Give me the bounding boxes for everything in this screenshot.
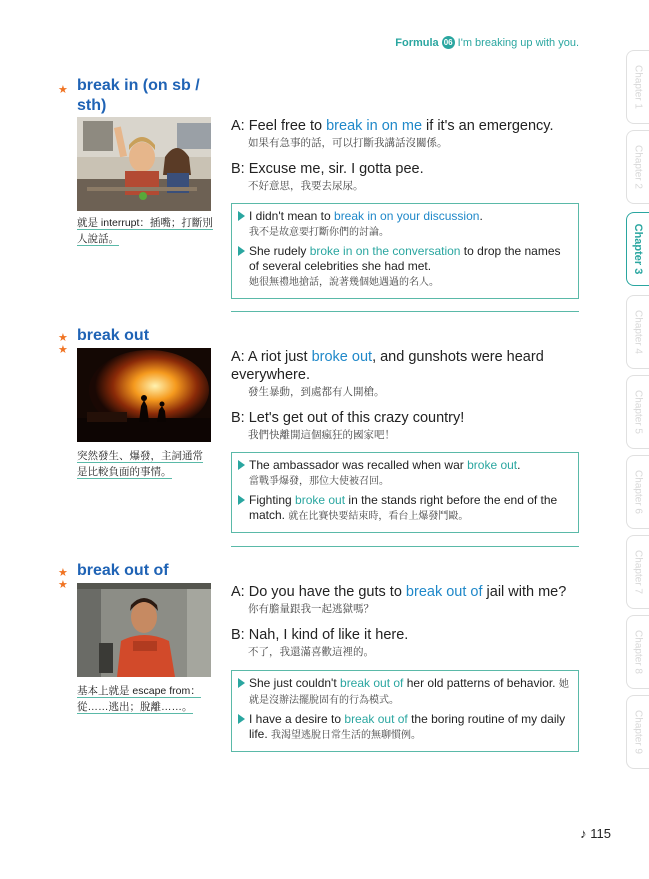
tab-chapter-5[interactable]: Chapter 5 <box>626 375 649 449</box>
bullet-triangle-icon <box>238 714 245 724</box>
entry-title: break out <box>77 327 150 344</box>
usage-note: 基本上就是 escape from：從……逃出；脫離……。 <box>77 685 201 713</box>
bullet-triangle-icon <box>238 246 245 256</box>
formula-number-badge: 06 <box>442 36 455 49</box>
tab-chapter-6[interactable]: Chapter 6 <box>626 455 649 529</box>
tab-chapter-1[interactable]: Chapter 1 <box>626 50 649 124</box>
formula-label: Formula <box>395 37 439 49</box>
example-sentence: The ambassador was recalled when war broke out. 當戰爭爆發，那位大使被召回。 <box>232 458 578 489</box>
star-rating: ★ ★ <box>58 332 68 356</box>
example-box <box>231 670 579 752</box>
dialogue-line-b: B: Excuse me, sir. I gotta pee. <box>231 161 424 177</box>
star-rating: ★ <box>58 84 68 96</box>
dialogue-translation-a: 你有膽量跟我一起逃獄嗎？ <box>248 603 374 615</box>
bullet-triangle-icon <box>238 211 245 221</box>
example-box <box>231 452 579 533</box>
example-sentence: She just couldn't break out of her old patterns of behavior. 她就是沒辦法擺脫固有的行為模式。 <box>232 676 578 708</box>
tab-chapter-8[interactable]: Chapter 8 <box>626 615 649 689</box>
bullet-triangle-icon <box>238 678 245 688</box>
dialogue <box>231 583 581 660</box>
music-note-icon: ♪ <box>580 826 587 841</box>
example-sentence: I didn't mean to break in on your discussion. 我不是故意要打斷你們的討論。 <box>232 209 578 240</box>
bullet-triangle-icon <box>238 495 245 505</box>
example-box <box>231 203 579 299</box>
dialogue-translation-a: 發生暴動，到處都有人開槍。 <box>248 386 385 398</box>
dialogue-line-a: A: Feel free to break in on me if it's an emergency. <box>231 118 554 134</box>
star-rating: ★ ★ <box>58 567 68 591</box>
tab-chapter-3[interactable]: Chapter 3 <box>626 212 649 286</box>
entry-title: break in (on sb / sth) <box>77 77 200 114</box>
section-divider <box>231 546 579 547</box>
dialogue-line-b: B: Nah, I kind of like it here. <box>231 627 409 643</box>
page-number: ♪ 115 <box>580 826 611 841</box>
photo-riot-fire <box>77 348 211 442</box>
dialogue-line-a: A: Do you have the guts to break out of jail with me? <box>231 584 567 600</box>
tab-chapter-7[interactable]: Chapter 7 <box>626 535 649 609</box>
example-sentence: I have a desire to break out of the boring routine of my daily life. 我渴望逃脫日常生活的無聊慣例。 <box>232 712 578 743</box>
dialogue-translation-a: 如果有急事的話，可以打斷我講話沒關係。 <box>248 137 448 149</box>
tab-chapter-9[interactable]: Chapter 9 <box>626 695 649 769</box>
photo-classroom <box>77 117 211 211</box>
dialogue-line-b: B: Let's get out of this crazy country! <box>231 410 465 426</box>
tab-chapter-2[interactable]: Chapter 2 <box>626 130 649 204</box>
dialogue <box>231 348 581 443</box>
usage-note: 突然發生、爆發，主詞通常是比較負面的事情。 <box>77 450 203 478</box>
photo-man-shushing <box>77 583 211 677</box>
dialogue-line-a: A: A riot just broke out, and gunshots were heard everywhere. <box>231 349 544 383</box>
tab-chapter-4[interactable]: Chapter 4 <box>626 295 649 369</box>
usage-note: 就是 interrupt：插嘴；打斷別人說話。 <box>77 217 213 245</box>
dialogue-translation-b: 不了，我還滿喜歡這裡的。 <box>248 646 374 658</box>
dialogue <box>231 117 581 194</box>
section-divider <box>231 311 579 312</box>
entry-title: break out of <box>77 562 169 579</box>
running-header <box>395 36 579 49</box>
dialogue-translation-b: 不好意思，我要去尿尿。 <box>248 180 364 192</box>
example-sentence: She rudely broke in on the conversation to drop the names of several celebrities she had met. 她很無禮地搶話，說著幾個她遇過的名人。 <box>232 244 578 290</box>
bullet-triangle-icon <box>238 460 245 470</box>
example-sentence: Fighting broke out in the stands right before the end of the match. 就在比賽快要結束時，看台上爆發鬥毆。 <box>232 493 578 524</box>
formula-title: I'm breaking up with you. <box>457 37 579 49</box>
dialogue-translation-b: 我們快離開這個瘋狂的國家吧！ <box>248 429 395 441</box>
